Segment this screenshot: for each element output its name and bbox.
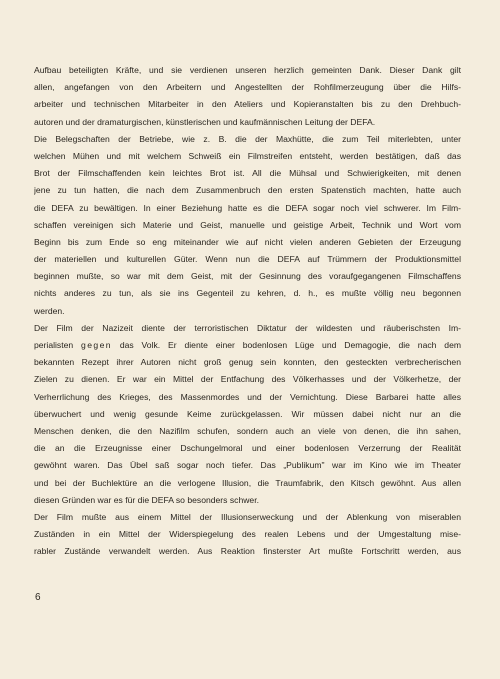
text-line: arbeiter und technischen Mitarbeiter in den Ateliers und Kopieranstalten bis zu den Drehbuch- — [34, 99, 461, 110]
text-line: Menschen denken, die den Nazifilm schufen, sondern auch an viele von denen, die ihn sahen, — [34, 425, 461, 436]
text-line: bekannten Rezept ihrer Autoren nicht groß genug sein konnten, den gesteckten verbrecherischen — [34, 357, 461, 368]
paragraph — [34, 62, 461, 131]
text-line: überwuchert und wenig gesunde Keime zurückgelassen. Wir müssen dabei nicht nur an die — [34, 408, 461, 419]
text-line: autoren und der dramaturgischen, künstlerischen und kaufmännischen Leitung der DEFA. — [34, 116, 376, 127]
emphasized-word: gegen — [81, 340, 112, 350]
text-line: die DEFA zu bewältigen. In einer Beziehung hatte es die DEFA sogar noch viel schwerer. Im Film- — [34, 202, 461, 213]
text-line: welchen Mühen und mit welchem Schweiß ein Filmstreifen entsteht, werden bestätigen, daß das — [34, 150, 461, 161]
text-line: beginnen mußte, so war mit dem Geist, mit der Gesinnung des voraufgegangenen Filmschaffens — [34, 271, 461, 282]
paragraph — [34, 320, 461, 509]
body-text — [34, 62, 461, 560]
text-line: allen, angefangen von den Arbeitern und Angestellten der Rohfilmerzeugung über die Hilfs- — [34, 82, 461, 93]
text-line: jene zu tun hatten, die nach dem Zusammenbruch den ersten Spatenstich machten, hatte auch — [34, 185, 461, 196]
text-line: gewöhnt waren. Das Übel saß sogar noch tiefer. Das „Publikum" war im Kino wie im Theater — [34, 460, 461, 471]
text-line: Brot der Filmschaffenden kein leichtes Brot ist. All die Mühsal und Schwierigkeiten, mit denen — [34, 168, 461, 179]
text-line: und bei der Buchlektüre an die verlogene Illusion, die Traumfabrik, den Kitsch gewöhnt. Aus allen — [34, 477, 461, 488]
text-line: perialisten gegen das Volk. Er diente einer bodenlosen Lüge und Demagogie, die nach dem — [34, 340, 461, 350]
text-line: die an die Erzeugnisse einer Dschungelmoral und einer bodenlosen Verzerrung der Realität — [34, 443, 461, 454]
text-line: Aufbau beteiligten Kräfte, und sie verdienen unseren herzlich gemeinten Dank. Dieser Dank gilt — [34, 65, 461, 75]
text-line: werden. — [34, 305, 65, 316]
text-line: Zielen zu dienen. Er war ein Mittel der Entfachung des Völkerhasses und der Völkerhetze, der — [34, 374, 461, 385]
text-line: Die Belegschaften der Betriebe, wie z. B. die der Maxhütte, die zum Teil miterlebten, unter — [34, 133, 461, 144]
text-line: der materiellen und kulturellen Güter. Wenn nun die DEFA auf Trümmern der Produktionsmittel — [34, 254, 461, 265]
text-line: schaffen vereinigen sich Materie und Geist, manuelle und geistige Arbeit, Technik und Wort vom — [34, 219, 461, 230]
text-line: rabler Zustände verwandelt werden. Aus Reaktion finsterster Art mußte Fortschritt werden, aus — [34, 546, 461, 557]
text-line: nichts anderes zu tun, als sie ins Gegenteil zu kehren, d. h., es mußte völlig neu begonnen — [34, 288, 461, 299]
paragraph — [34, 509, 461, 561]
text-line: diesen Gründen war es für die DEFA so besonders schwer. — [34, 494, 259, 505]
page-number: 6 — [35, 592, 41, 603]
text-line: Verherrlichung des Krieges, des Massenmordes und der Vernichtung. Diese Barbarei hatte alles — [34, 391, 461, 402]
text-line: Der Film mußte aus einem Mittel der Illusionserweckung und der Ablenkung von miserablen — [34, 511, 461, 522]
text-line: Beginn bis zum Ende so eng miteinander wie auf nicht vielen anderen Gebieten der Erzeugung — [34, 236, 461, 247]
text-line: Der Film der Nazizeit diente der terroristischen Diktatur der wildesten und räuberischsten Im- — [34, 322, 461, 333]
paragraph — [34, 131, 461, 320]
text-line: Zuständen in ein Mittel der Widerspiegelung des realen Lebens und der Umgestaltung mise- — [34, 529, 461, 540]
